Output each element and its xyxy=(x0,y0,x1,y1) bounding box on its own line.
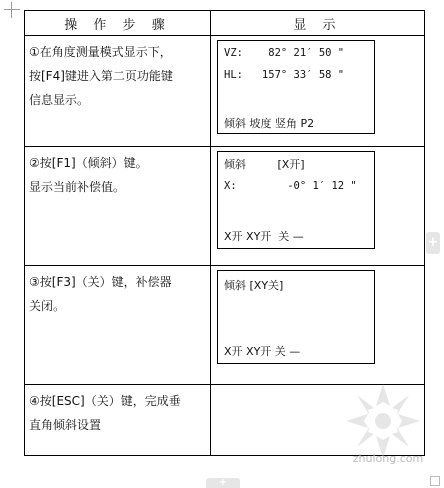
step-text: ④按[ESC]（关）键，完成垂 直角倾斜设置 xyxy=(29,394,181,432)
watermark-text: zhulong.com xyxy=(352,452,424,465)
add-row-handle-icon[interactable]: + xyxy=(206,478,240,488)
screen-line-x: X: -0° 1′ 12 " xyxy=(224,180,357,192)
display-cell xyxy=(211,36,425,147)
step-cell xyxy=(25,147,211,266)
screen-line-tilt: 倾斜 [XY关] xyxy=(224,279,284,292)
header-operation-label: 操 作 步 骤 xyxy=(64,17,171,33)
step-cell xyxy=(25,385,211,456)
table-move-handle-icon[interactable] xyxy=(4,2,20,18)
instrument-screen xyxy=(217,151,375,249)
screen-line-vz: VZ: 82° 21′ 50 " xyxy=(224,47,345,59)
screen-line-tilt: 倾斜 [X开] xyxy=(224,158,305,171)
step-text: ①在角度测量模式显示下， 按[F4]键进入第二页功能键 信息显示。 xyxy=(29,45,173,107)
table-row xyxy=(25,266,425,385)
add-column-handle-icon[interactable]: + xyxy=(426,232,440,254)
table-header-row xyxy=(25,11,425,36)
display-cell xyxy=(211,266,425,385)
table-resize-handle-icon[interactable] xyxy=(430,476,440,486)
screen-softkeys: X开 XY开 关 — xyxy=(224,345,301,358)
header-display xyxy=(211,11,425,36)
screen-softkeys: X开 XY开 关 — xyxy=(224,230,304,243)
display-cell xyxy=(211,147,425,266)
table-row xyxy=(25,147,425,266)
step-cell xyxy=(25,36,211,147)
screen-line-hl: HL: 157° 33′ 58 " xyxy=(224,69,345,81)
step-text: ②按[F1]（倾斜）键。 显示当前补偿值。 xyxy=(29,156,148,194)
header-display-label: 显 示 xyxy=(293,17,342,33)
screen-softkeys: 倾斜 坡度 竖角 P2 xyxy=(224,117,315,130)
instrument-screen xyxy=(217,270,375,364)
instrument-screen xyxy=(217,40,375,134)
step-text: ③按[F3]（关）键，补偿器 关闭。 xyxy=(29,275,172,313)
step-cell xyxy=(25,266,211,385)
table-row xyxy=(25,36,425,147)
header-operation-steps xyxy=(25,11,211,36)
